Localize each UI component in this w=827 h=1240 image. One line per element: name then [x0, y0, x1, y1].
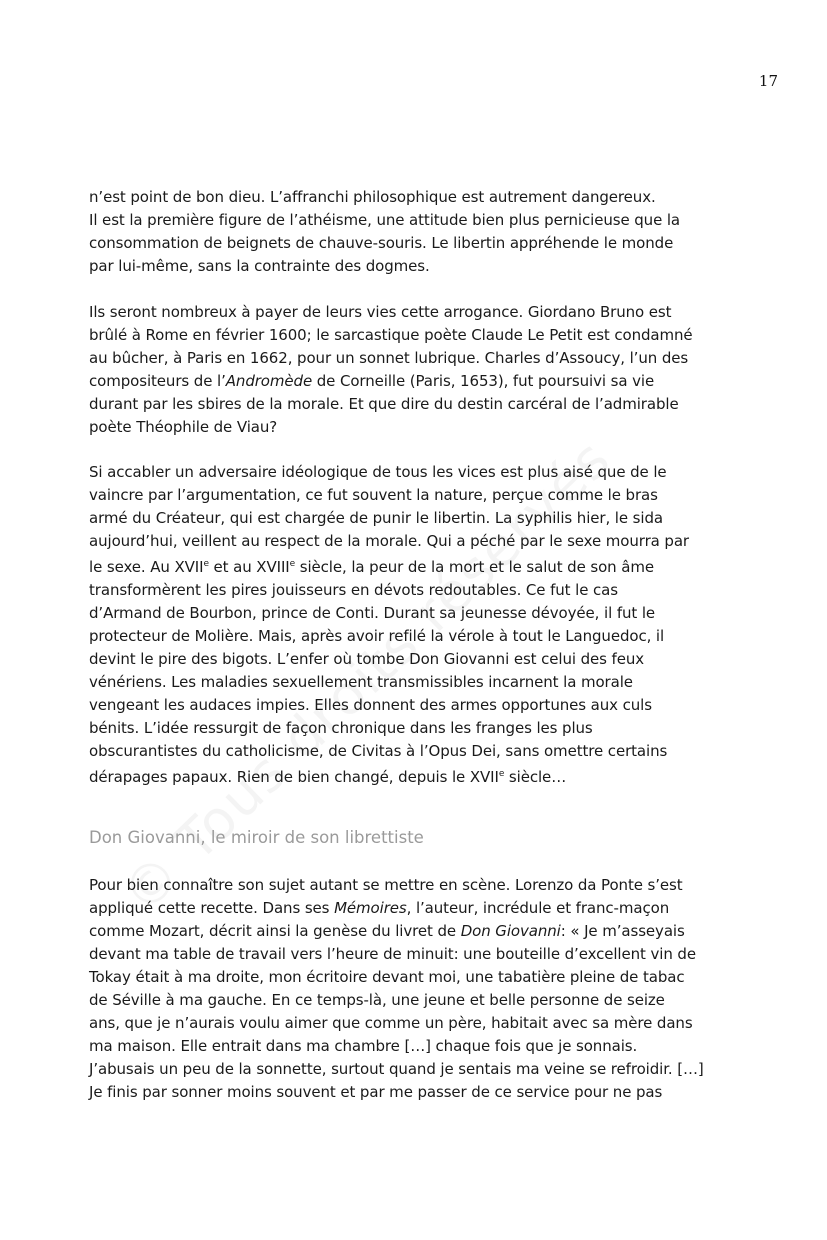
text-line: Pour bien connaître son sujet autant se mettre en scène. Lorenzo da Ponte s’est [89, 876, 683, 894]
text-line: protecteur de Molière. Mais, après avoir refilé la vérole à tout le Languedoc, il [89, 627, 665, 645]
text-line: appliqué cette recette. Dans ses Mémoires, l’auteur, incrédule et franc-maçon [89, 899, 670, 917]
text-line: aujourd’hui, veillent au respect de la morale. Qui a péché par le sexe mourra par [89, 532, 689, 550]
text-line: J’abusais un peu de la sonnette, surtout quand je sentais ma veine se refroidir. […] [89, 1060, 704, 1078]
superscript: e [498, 769, 505, 779]
text-line: ma maison. Elle entrait dans ma chambre […] chaque fois que je sonnais. [89, 1037, 638, 1055]
text-line: obscurantistes du catholicisme, de Civitas à l’Opus Dei, sans omettre certains [89, 742, 668, 760]
paragraph-1 [89, 186, 749, 278]
paragraph-3 [89, 461, 749, 789]
text-line: de Séville à ma gauche. En ce temps-là, une jeune et belle personne de seize [89, 991, 665, 1009]
text-line: poète Théophile de Viau? [89, 418, 278, 436]
text-line: d’Armand de Bourbon, prince de Conti. Durant sa jeunesse dévoyée, il fut le [89, 604, 656, 622]
text-line: le sexe. Au XVIIe et au XVIIIe siècle, la peur de la mort et le salut de son âme [89, 558, 654, 576]
text-line: consommation de beignets de chauve-souris. Le libertin appréhende le monde [89, 234, 674, 252]
text-line: devint le pire des bigots. L’enfer où tombe Don Giovanni est celui des feux [89, 650, 645, 668]
text-line: transformèrent les pires jouisseurs en dévots redoutables. Ce fut le cas [89, 581, 618, 599]
superscript: e [289, 559, 296, 569]
text-line: devant ma table de travail vers l’heure de minuit: une bouteille d’excellent vin de [89, 945, 696, 963]
work-title-memoires: Mémoires [334, 899, 407, 917]
text-line: bénits. L’idée ressurgit de façon chronique dans les franges les plus [89, 719, 593, 737]
work-title-don-giovanni: Don Giovanni [460, 922, 561, 940]
text-line: Il est la première figure de l’athéisme, une attitude bien plus pernicieuse que la [89, 211, 681, 229]
text-line: compositeurs de l’Andromède de Corneille (Paris, 1653), fut poursuivi sa vie [89, 372, 655, 390]
paragraph-2 [89, 301, 749, 439]
text-line: durant par les sbires de la morale. Et que dire du destin carcéral de l’admirable [89, 395, 679, 413]
text-line: comme Mozart, décrit ainsi la genèse du livret de Don Giovanni: « Je m’asseyais [89, 922, 685, 940]
paragraph-4 [89, 874, 749, 1104]
text-line: ans, que je n’aurais voulu aimer que comme un père, habitait avec sa mère dans [89, 1014, 693, 1032]
page-number: 17 [758, 72, 778, 90]
text-line: dérapages papaux. Rien de bien changé, depuis le XVIIe siècle… [89, 768, 567, 786]
text-line: brûlé à Rome en février 1600; le sarcastique poète Claude Le Petit est condamné [89, 326, 693, 344]
text-line: par lui-même, sans la contrainte des dogmes. [89, 257, 430, 275]
text-line: vengeant les audaces impies. Elles donnent des armes opportunes aux culs [89, 696, 652, 714]
text-line: Tokay était à ma droite, mon écritoire devant moi, une tabatière pleine de tabac [89, 968, 685, 986]
section-heading: Don Giovanni, le miroir de son librettiste [89, 828, 424, 847]
text-line: vénériens. Les maladies sexuellement transmissibles incarnent la morale [89, 673, 633, 691]
text-line: Si accabler un adversaire idéologique de tous les vices est plus aisé que de le [89, 463, 667, 481]
text-line: n’est point de bon dieu. L’affranchi philosophique est autrement dangereux. [89, 188, 656, 206]
superscript: e [203, 559, 209, 569]
text-line: au bûcher, à Paris en 1662, pour un sonnet lubrique. Charles d’Assoucy, l’un des [89, 349, 689, 367]
work-title-andromede: Andromède [225, 372, 313, 390]
text-line: vaincre par l’argumentation, ce fut souvent la nature, perçue comme le bras [89, 486, 658, 504]
text-line: Ils seront nombreux à payer de leurs vies cette arrogance. Giordano Bruno est [89, 303, 672, 321]
text-line: Je finis par sonner moins souvent et par me passer de ce service pour ne pas [89, 1083, 663, 1101]
text-line: armé du Créateur, qui est chargée de punir le libertin. La syphilis hier, le sida [89, 509, 663, 527]
